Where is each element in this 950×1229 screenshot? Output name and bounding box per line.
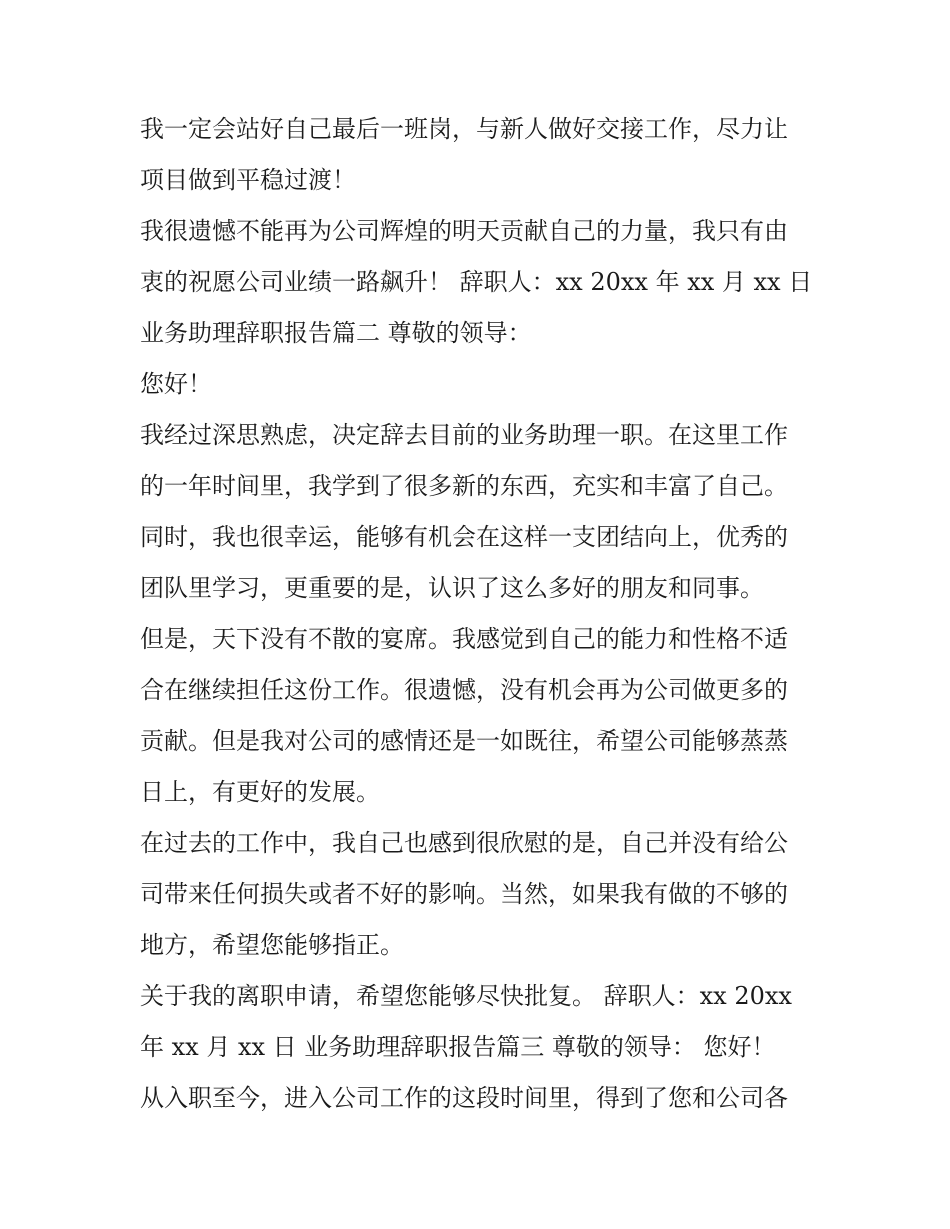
text-line: 但是，天下没有不散的宴席。我感觉到自己的能力和性格不适: [140, 625, 788, 653]
text-line: 团队里学习，更重要的是，认识了这么多好的朋友和同事。: [140, 574, 764, 602]
text-line: 项目做到平稳过渡！: [140, 166, 356, 194]
text-line: 衷的祝愿公司业绩一路飙升！ 辞职人：xx 20xx 年 xx 月 xx 日: [140, 268, 813, 296]
text-line: 我一定会站好自己最后一班岗，与新人做好交接工作，尽力让: [140, 115, 788, 143]
text-line: 关于我的离职申请，希望您能够尽快批复。 辞职人：xx 20xx: [140, 982, 792, 1010]
text-line: 年 xx 月 xx 日 业务助理辞职报告篇三 尊敬的领导： 您好！: [140, 1033, 776, 1061]
document-body: [140, 104, 816, 1124]
text-line: 司带来任何损失或者不好的影响。当然，如果我有做的不够的: [140, 880, 788, 908]
text-line: 日上，有更好的发展。: [140, 778, 380, 806]
text-line: 地方，希望您能够指正。: [140, 931, 404, 959]
text-line: 同时，我也很幸运，能够有机会在这样一支团结向上，优秀的: [140, 523, 788, 551]
text-line: 的一年时间里，我学到了很多新的东西，充实和丰富了自己。: [140, 472, 788, 500]
text-line: 贡献。但是我对公司的感情还是一如既往，希望公司能够蒸蒸: [140, 727, 788, 755]
text-line: 我经过深思熟虑，决定辞去目前的业务助理一职。在这里工作: [140, 421, 788, 449]
text-line: 合在继续担任这份工作。很遗憾，没有机会再为公司做更多的: [140, 676, 788, 704]
text-line: 我很遗憾不能再为公司辉煌的明天贡献自己的力量，我只有由: [140, 217, 788, 245]
greeting-line: 您好！: [140, 370, 212, 398]
text-line: 在过去的工作中，我自己也感到很欣慰的是，自己并没有给公: [140, 829, 788, 857]
section-heading-line: 业务助理辞职报告篇二 尊敬的领导：: [140, 319, 532, 347]
text-line: 从入职至今，进入公司工作的这段时间里，得到了您和公司各: [140, 1084, 788, 1112]
